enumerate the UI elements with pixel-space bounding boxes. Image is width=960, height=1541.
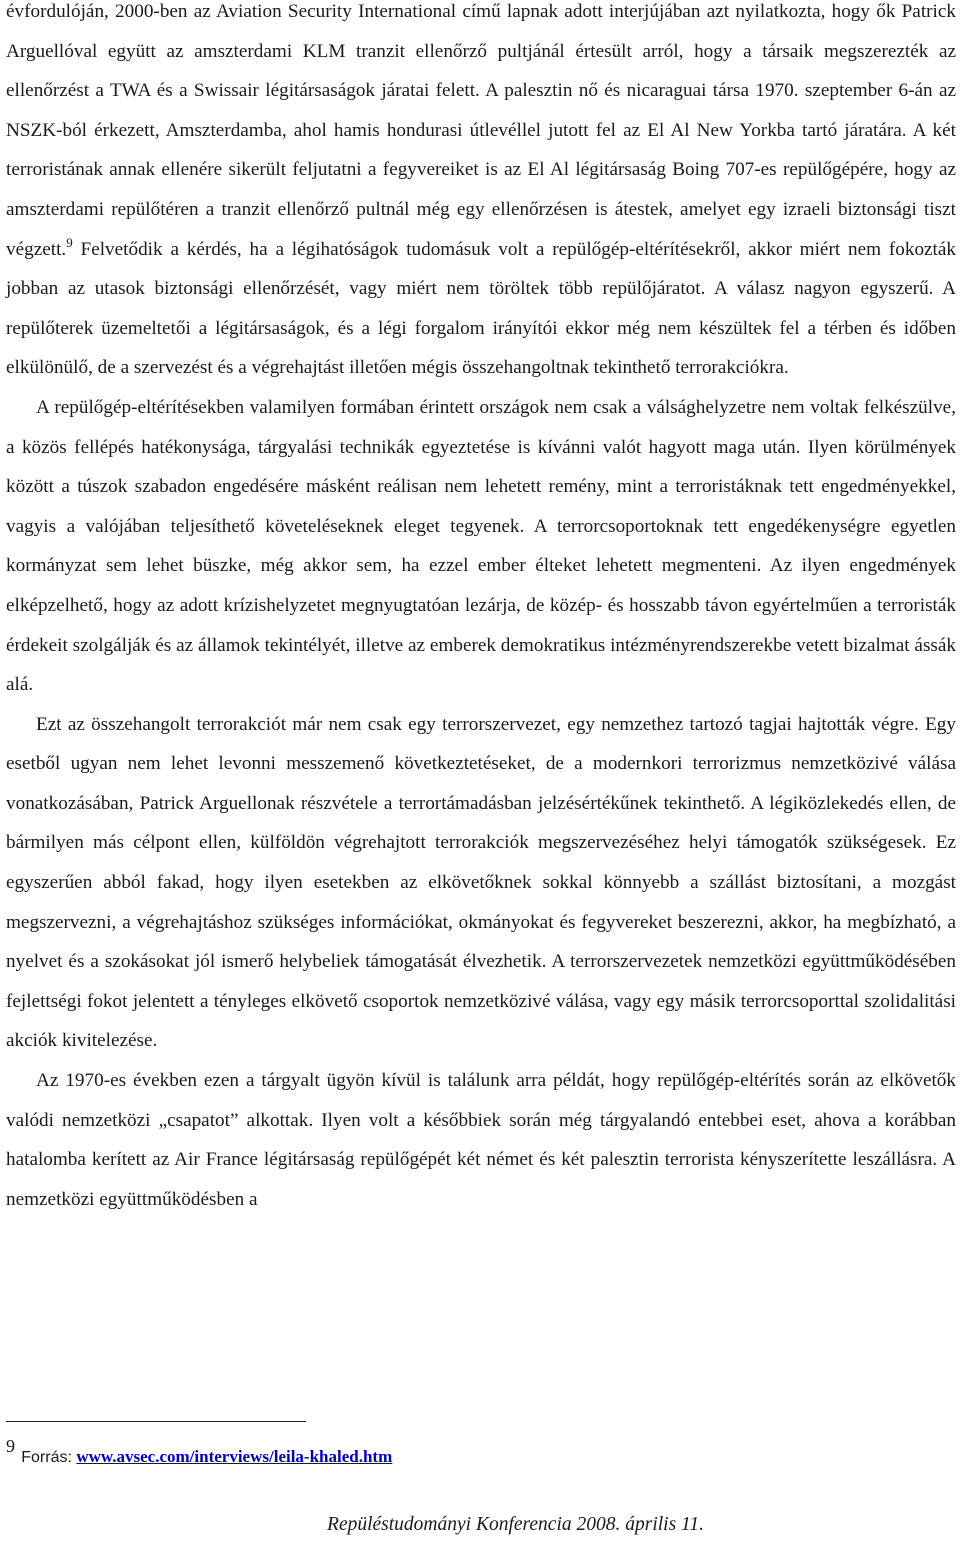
footnote-number: 9 — [6, 1436, 15, 1456]
footnote-label: Forrás: — [21, 1449, 77, 1466]
document-body — [6, 0, 956, 1219]
footnote-separator — [6, 1421, 306, 1422]
paragraph-1-wrap — [6, 0, 956, 388]
page-footer: Repüléstudományi Konferencia 2008. április 11. — [327, 1514, 704, 1535]
paragraph-1-text-a: évfordulóján, 2000-ben az Aviation Security International című lapnak adott interjújában azt nyilatkozta, hogy ők Patrick Arguellóval együtt az amszterdami KLM tranzit ellenőrző pultjánál értesült arról, hogy a társaik megszerezték az ellenőrzést a TWA és a Swissair légitársaságok járatai felett. A palesztin nő és nicaraguai társa 1970. szeptember 6-án az NSZK-ból érkezett, Amszterdamba, ahol hamis hondurasi útlevéllel jutott fel az El Al New Yorkba tartó járatára. A két terroristának annak ellenére sikerült feljutatni a fegyvereiket is az El Al légitársaság Boing 707-es repülőgépére, hogy az amszterdami repülőtéren a tranzit ellenőrző pultnál még egy ellenőrzésen is átestek, amelyet egy izraeli biztonsági tiszt végzett. — [6, 1, 956, 260]
paragraph-4: Az 1970-es években ezen a tárgyalt ügyön kívül is találunk arra példát, hogy repülőgép-eltérítés során az elkövetők valódi nemzetközi „csapatot” alkottak. Ilyen volt a későbbiek során még tárgyalandó entebbei eset, ahova a korábban hatalomba kerített az Air France légitársaság repülőgépét két német és két palesztin terrorista kényszerítette leszállásra. A nemzetközi együttműködésben a — [6, 1070, 956, 1210]
paragraph-1-text-b: Felvetődik a kérdés, ha a légihatóságok tudomásuk volt a repülőgép-eltérítésekről, akkor miért nem fokozták jobban az utasok biztonsági ellenőrzését, vagy miért nem töröltek több repülőjáratot. A válasz nagyon egyszerű. A repülőterek üzemeltetői a légitársaságok, és a légi forgalom irányítói ekkor még nem készültek fel a térben és időben elkülönülő, de a szervezést és a végrehajtást illetően mégis összehangoltnak tekinthető terrorakciókra. — [6, 238, 956, 379]
paragraph-3: Ezt az összehangolt terrorakciót már nem csak egy terrorszervezet, egy nemzethez tartozó tagjai hajtották végre. Egy esetből ugyan nem lehet levonni messzemenő következtetéseket, de a modernkori terrorizmus nemzetközivé válása vonatkozásában, Patrick Arguellonak részvétele a terrortámadásban jelzésértékűnek tekinthető. A légiközlekedés ellen, de bármilyen más célpont ellen, külföldön végrehajtott terrorakciók megszervezéséhez helyi támogatók szükségesek. Ez egyszerűen abból fakad, hogy ilyen esetekben az elkövetőknek sokkal könnyebb a szállást biztosítani, a mozgást megszervezni, a végrehajtáshoz szükséges információkat, okmányokat és fegyvereket beszerezni, akkor, ha megbízható, a nyelvet és a szokásokat jól ismerő helybeliek támogatását élvezhetik. A terrorszervezetek nemzetközi együttműködésében fejlettségi fokot jelentett a tényleges elkövető csoportok nemzetközivé válása, vagy egy másik terrorcsoporttal szolidalitási akciók kivitelezése. — [6, 713, 956, 1052]
footnote-link[interactable]: www.avsec.com/interviews/leila-khaled.htm — [76, 1447, 393, 1466]
paragraph-2: A repülőgép-eltérítésekben valamilyen formában érintett országok nem csak a válsághelyzetre nem voltak felkészülve, a közös fellépés hatékonysága, tárgyalási technikák egyeztetése is kívánni valót hagyott maga után. Ilyen körülmények között a túszok szabadon engedésére másként reálisan nem lehetett remény, mint a terroristáknak tett engedményekkel, vagyis a valójában teljesíthető követeléseknek eleget tegyenek. A terrorcsoportoknak tett engedékenységre egyetlen kormányzat sem lehet büszke, még akkor sem, ha ezzel ember élteket lehetett megmenteni. Az ilyen engedmények elképzelhető, hogy az adott krízishelyzetet megnyugtatóan lezárja, de közép- és hosszabb távon egyértelműen a terroristák érdekeit szolgálják és az államok tekintélyét, illetve az emberek demokratikus intézményrendszerekbe vetett bizalmat ássák alá. — [6, 396, 956, 696]
footnote-reference[interactable]: 9 — [66, 234, 73, 250]
footnote — [6, 1434, 392, 1470]
paragraph-1 — [6, 0, 956, 388]
